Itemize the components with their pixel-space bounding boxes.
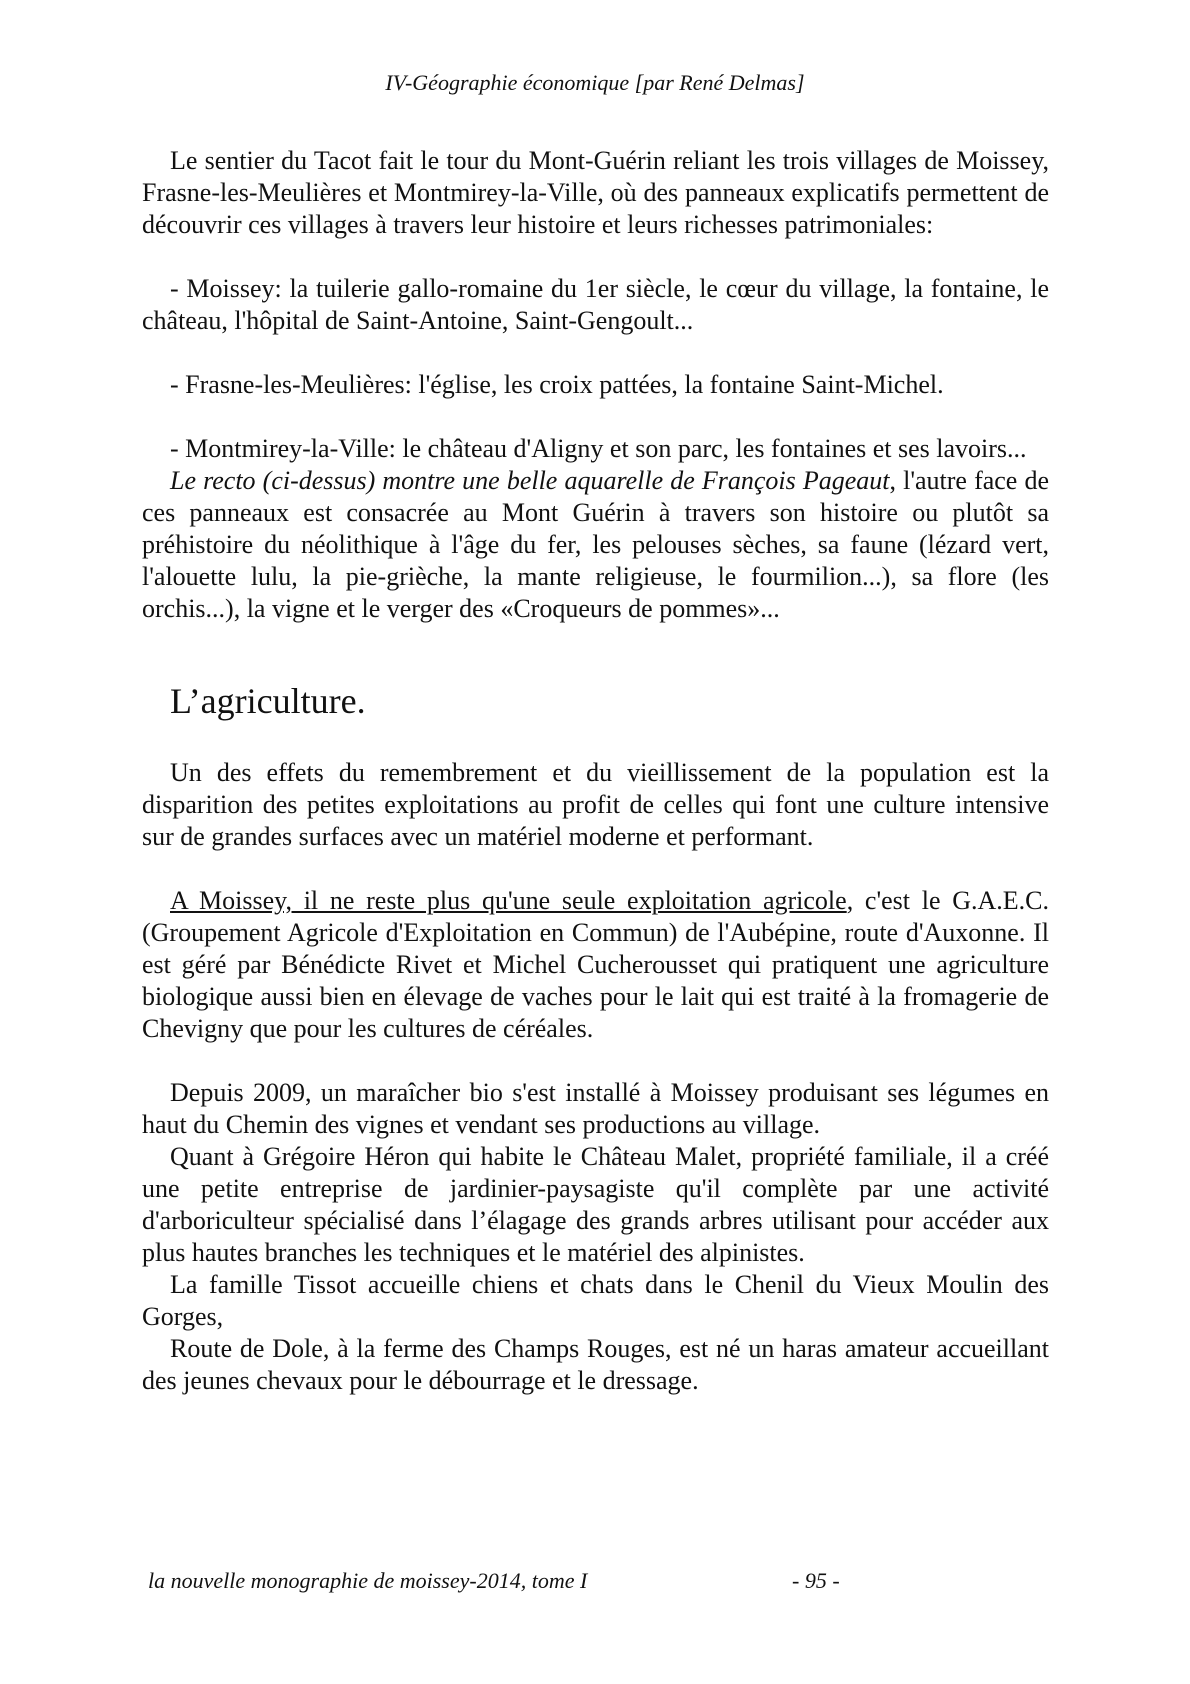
paragraph-gaec — [142, 885, 1049, 1045]
paragraph-maraicher: Depuis 2009, un maraîcher bio s'est installé à Moissey produisant ses légumes en haut du Chemin des vignes et vendant ses productions au village. — [142, 1078, 1049, 1139]
paragraph-recto — [142, 465, 1049, 625]
page-number: - 95 - — [792, 1568, 840, 1593]
section-heading-agriculture: L’agriculture. — [170, 681, 366, 721]
paragraph-frasne-list: - Frasne-les-Meulières: l'église, les croix pattées, la fontaine Saint-Michel. — [170, 370, 944, 399]
paragraph-moissey-list: - Moissey: la tuilerie gallo-romaine du 1er siècle, le cœur du village, la fontaine, le château, l'hôpital de Saint-Antoine, Saint-Gengoult... — [142, 274, 1049, 335]
paragraph-montmirey-list: - Montmirey-la-Ville: le château d'Aligny et son parc, les fontaines et ses lavoirs... — [170, 434, 1027, 463]
paragraph-tissot: La famille Tissot accueille chiens et chats dans le Chenil du Vieux Moulin des Gorges, — [142, 1270, 1049, 1331]
footer-title: la nouvelle monographie de moissey-2014, tome I — [148, 1568, 588, 1593]
page-content — [142, 145, 1049, 1397]
paragraph-haras: Route de Dole, à la ferme des Champs Rouges, est né un haras amateur accueillant des jeunes chevaux pour le débourrage et le dressage. — [142, 1334, 1049, 1395]
paragraph-sentier-du-tacot: Le sentier du Tacot fait le tour du Mont-Guérin reliant les trois villages de Moissey, Frasne-les-Meulières et Montmirey-la-Ville, où des panneaux explicatifs permettent de découvrir ces villages à travers leur histoire et leurs richesses patrimoniales: — [142, 146, 1049, 239]
paragraph-gregoire-heron: Quant à Grégoire Héron qui habite le Château Malet, propriété familiale, il a créé une petite entreprise de jardinier-paysagiste qu'il complète par une activité d'arboriculteur spécialisé dans l’élagage des grands arbres utilisant pour accéder aux plus hautes branches les techniques et le matériel des alpinistes. — [142, 1142, 1049, 1267]
page-header: IV-Géographie économique [par René Delmas] — [385, 70, 805, 95]
gaec-rest-text: , c'est le G.A.E.C. (Groupement Agricole d'Exploitation en Commun) de l'Aubépine, route d'Auxonne. Il est géré par Bénédicte Rivet et Michel Cucherousset qui pratiquent une agriculture biologique aussi bien en élevage de vaches pour le lait qui est traité à la fromagerie de Chevigny que pour les cultures de céréales. — [142, 886, 1049, 1043]
gaec-underlined-text: A Moissey, il ne reste plus qu'une seule exploitation agricole — [170, 886, 847, 915]
recto-italic-text: Le recto (ci-dessus) montre une belle aquarelle de François Pageaut — [170, 466, 890, 495]
recto-rest-text: , l'autre face de ces panneaux est consacrée au Mont Guérin à travers son histoire ou plutôt sa préhistoire du néolithique à l'âge du fer, les pelouses sèches, sa faune (lézard vert, l'alouette lulu, la pie-grièche, la mante religieuse, le fourmilion...), sa flore (les orchis...), la vigne et le verger des «Croqueurs de pommes»... — [142, 466, 1049, 623]
paragraph-remembrement: Un des effets du remembrement et du vieillissement de la population est la disparition des petites exploitations au profit de celles qui font une culture intensive sur de grandes surfaces avec un matériel moderne et performant. — [142, 758, 1049, 851]
